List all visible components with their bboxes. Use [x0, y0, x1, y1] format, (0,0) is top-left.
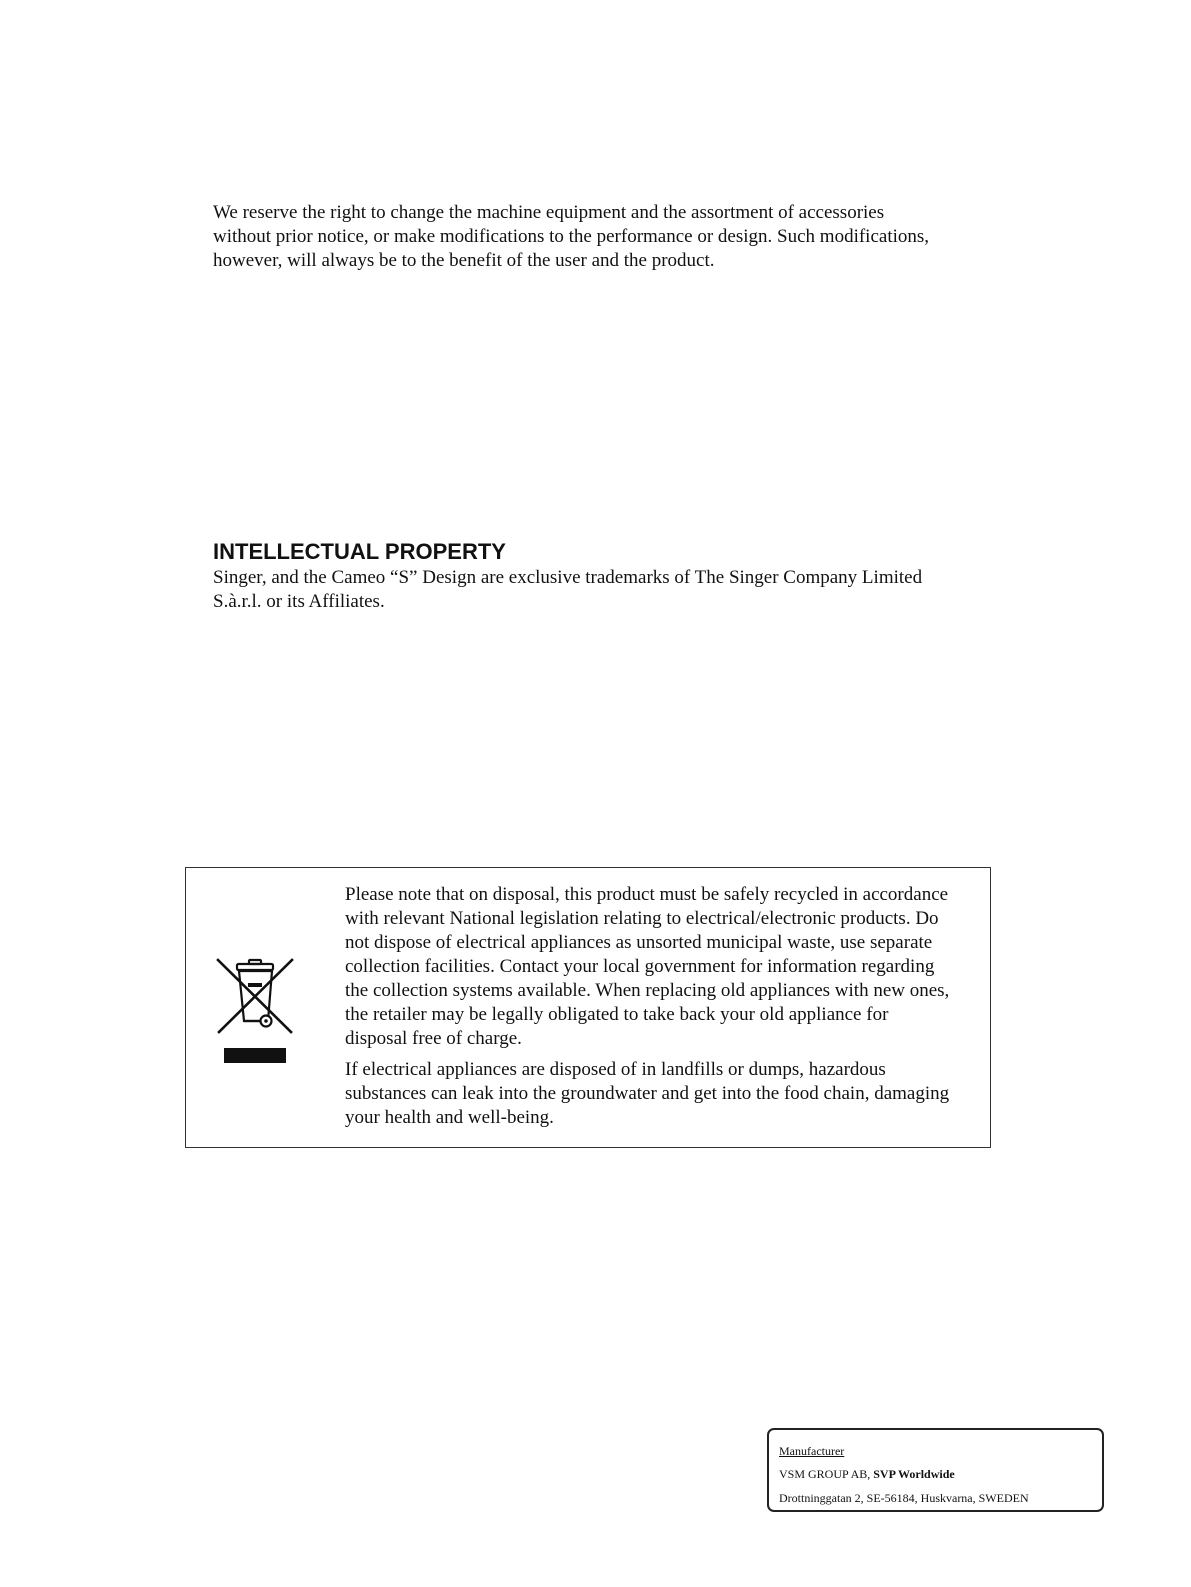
manufacturer-label: Manufacturer	[779, 1444, 845, 1458]
manufacturer-brand: SVP Worldwide	[873, 1467, 955, 1481]
reserve-notice-line: We reserve the right to change the machine equipment and the assortment of accessories	[213, 202, 885, 223]
intellectual-property-text	[213, 566, 922, 614]
reserve-notice-line: however, will always be to the benefit of the user and the product.	[213, 250, 715, 271]
manufacturer-address: Drottninggatan 2, SE-56184, Huskvarna, SWEDEN	[779, 1491, 1029, 1505]
disposal-line: the collection systems available. When replacing old appliances with new ones,	[345, 980, 950, 1001]
disposal-line: with relevant National legislation relating to electrical/electronic products. Do	[345, 908, 939, 929]
disposal-paragraph-2	[345, 1058, 949, 1130]
manufacturer-company	[779, 1467, 955, 1482]
weee-crossed-out-bin-icon	[215, 955, 295, 1067]
reserve-notice	[213, 201, 929, 273]
intellectual-property-heading: INTELLECTUAL PROPERTY	[213, 539, 506, 564]
disposal-line: not dispose of electrical appliances as unsorted municipal waste, use separate	[345, 932, 933, 953]
disposal-line: the retailer may be legally obligated to take back your old appliance for	[345, 1004, 889, 1025]
manufacturer-company-name: VSM GROUP AB,	[779, 1467, 874, 1481]
reserve-notice-line: without prior notice, or make modifications to the performance or design. Such modifications,	[213, 226, 930, 247]
disposal-line: Please note that on disposal, this product must be safely recycled in accordance	[345, 884, 949, 905]
disposal-paragraph-1	[345, 883, 949, 1051]
disposal-line: collection facilities. Contact your local government for information regarding	[345, 956, 935, 977]
intellectual-property-line: S.à.r.l. or its Affiliates.	[213, 591, 385, 612]
manufacturer-box	[767, 1428, 1104, 1512]
disposal-line: substances can leak into the groundwater and get into the food chain, damaging	[345, 1083, 950, 1104]
disposal-line: your health and well-being.	[345, 1107, 554, 1128]
disposal-line: If electrical appliances are disposed of in landfills or dumps, hazardous	[345, 1059, 886, 1080]
disposal-line: disposal free of charge.	[345, 1028, 522, 1049]
intellectual-property-line: Singer, and the Cameo “S” Design are exclusive trademarks of The Singer Company Limited	[213, 567, 923, 588]
